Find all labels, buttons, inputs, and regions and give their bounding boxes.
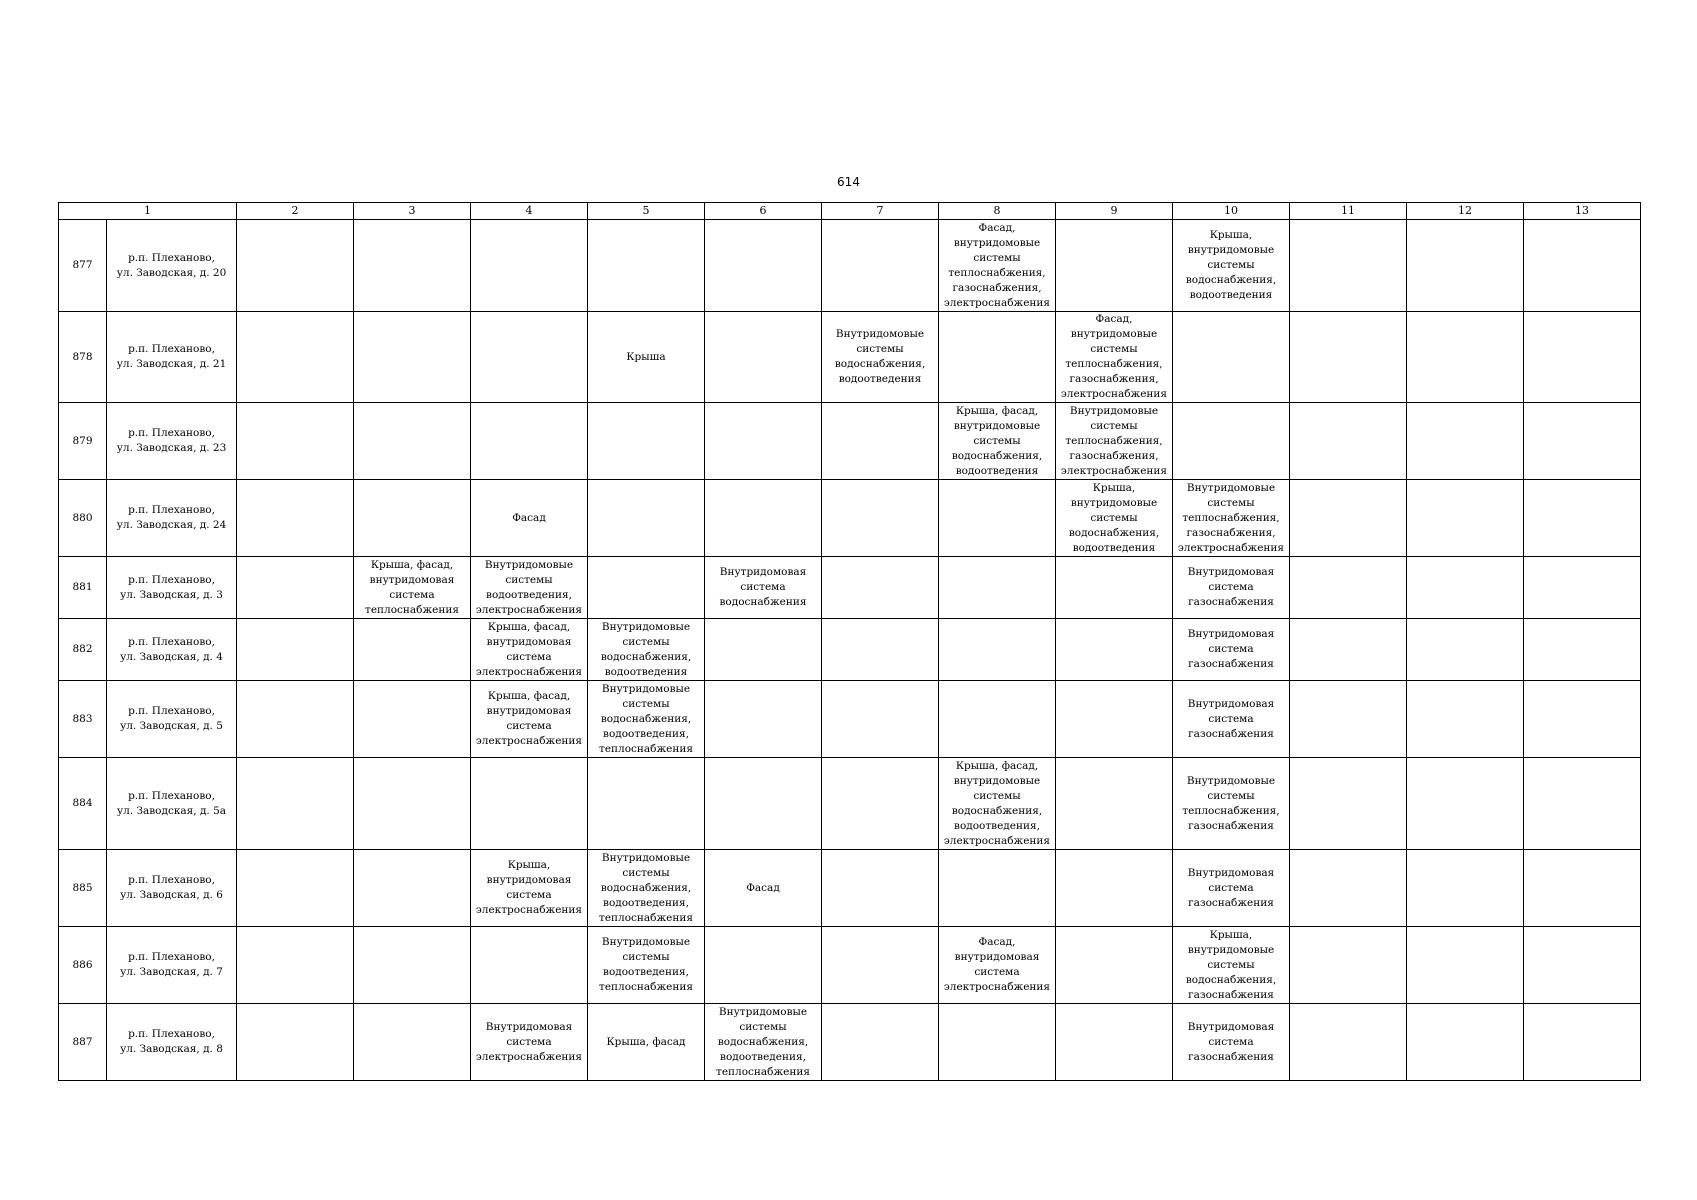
row-number-cell: 883 [59,681,107,758]
address-cell: р.п. Плеханово, ул. Заводская, д. 8 [107,1004,237,1081]
table-row [59,850,1641,927]
page-number: 614 [837,175,860,189]
work-cell-col-3 [354,220,471,312]
work-cell-col-4: Фасад [471,480,588,557]
work-cell-col-13 [1524,758,1641,850]
work-cell-col-9: Крыша, внутридомовые системы водоснабжения, водоотведения [1056,480,1173,557]
work-cell-col-8 [939,312,1056,403]
table-row [59,312,1641,403]
work-cell-col-6 [705,758,822,850]
work-cell-col-4 [471,220,588,312]
work-cell-col-3 [354,403,471,480]
work-cell-col-3 [354,681,471,758]
work-cell-col-12 [1407,927,1524,1004]
work-cell-col-2 [237,557,354,619]
work-cell-col-7 [822,850,939,927]
work-cell-col-11 [1290,927,1407,1004]
address-cell: р.п. Плеханово, ул. Заводская, д. 23 [107,403,237,480]
work-cell-col-12 [1407,312,1524,403]
column-header: 13 [1524,203,1641,220]
work-cell-col-4: Внутридомовая система электроснабжения [471,1004,588,1081]
work-cell-col-9: Внутридомовые системы теплоснабжения, газоснабжения, электроснабжения [1056,403,1173,480]
work-cell-col-6 [705,619,822,681]
work-cell-col-9 [1056,557,1173,619]
column-header: 10 [1173,203,1290,220]
work-cell-col-11 [1290,850,1407,927]
work-cell-col-2 [237,220,354,312]
work-cell-col-8: Крыша, фасад, внутридомовые системы водоснабжения, водоотведения, электроснабжения [939,758,1056,850]
table-body [59,220,1641,1081]
work-cell-col-13 [1524,312,1641,403]
row-number-cell: 877 [59,220,107,312]
table-row [59,619,1641,681]
work-cell-col-10: Внутридомовая система газоснабжения [1173,850,1290,927]
work-cell-col-7 [822,220,939,312]
column-header: 5 [588,203,705,220]
column-header: 8 [939,203,1056,220]
address-cell: р.п. Плеханово, ул. Заводская, д. 24 [107,480,237,557]
work-cell-col-11 [1290,1004,1407,1081]
work-cell-col-8 [939,557,1056,619]
column-header: 2 [237,203,354,220]
work-cell-col-13 [1524,927,1641,1004]
column-header: 11 [1290,203,1407,220]
repair-schedule-table [58,202,1641,1081]
work-cell-col-5: Крыша, фасад [588,1004,705,1081]
work-cell-col-12 [1407,557,1524,619]
work-cell-col-12 [1407,850,1524,927]
work-cell-col-11 [1290,681,1407,758]
table-header [59,203,1641,220]
work-cell-col-6 [705,220,822,312]
address-cell: р.п. Плеханово, ул. Заводская, д. 3 [107,557,237,619]
work-cell-col-12 [1407,403,1524,480]
work-cell-col-9 [1056,220,1173,312]
work-cell-col-5 [588,220,705,312]
work-cell-col-11 [1290,619,1407,681]
row-number-cell: 885 [59,850,107,927]
work-cell-col-5 [588,403,705,480]
row-number-cell: 881 [59,557,107,619]
work-cell-col-8: Фасад, внутридомовая система электроснабжения [939,927,1056,1004]
work-cell-col-10: Внутридомовые системы теплоснабжения, газоснабжения [1173,758,1290,850]
work-cell-col-12 [1407,220,1524,312]
work-cell-col-10: Внутридомовая система газоснабжения [1173,681,1290,758]
work-cell-col-2 [237,480,354,557]
work-cell-col-5: Внутридомовые системы водоотведения, теплоснабжения [588,927,705,1004]
column-header: 12 [1407,203,1524,220]
work-cell-col-4 [471,927,588,1004]
work-cell-col-10: Внутридомовая система газоснабжения [1173,557,1290,619]
work-cell-col-6: Внутридомовая система водоснабжения [705,557,822,619]
row-number-cell: 882 [59,619,107,681]
work-cell-col-9: Фасад, внутридомовые системы теплоснабжения, газоснабжения, электроснабжения [1056,312,1173,403]
work-cell-col-9 [1056,1004,1173,1081]
work-cell-col-7 [822,557,939,619]
work-cell-col-2 [237,758,354,850]
row-number-cell: 879 [59,403,107,480]
work-cell-col-8 [939,619,1056,681]
work-cell-col-13 [1524,480,1641,557]
work-cell-col-13 [1524,1004,1641,1081]
row-number-cell: 884 [59,758,107,850]
work-cell-col-8 [939,681,1056,758]
work-cell-col-4: Крыша, внутридомовая система электроснабжения [471,850,588,927]
table-row [59,557,1641,619]
work-cell-col-2 [237,403,354,480]
work-cell-col-7 [822,403,939,480]
work-cell-col-9 [1056,681,1173,758]
work-cell-col-11 [1290,312,1407,403]
work-cell-col-6 [705,403,822,480]
work-cell-col-3 [354,758,471,850]
table-row [59,220,1641,312]
work-cell-col-3 [354,480,471,557]
work-cell-col-6: Внутридомовые системы водоснабжения, водоотведения, теплоснабжения [705,1004,822,1081]
work-cell-col-6 [705,927,822,1004]
work-cell-col-3 [354,1004,471,1081]
column-header: 3 [354,203,471,220]
row-number-cell: 880 [59,480,107,557]
work-cell-col-8: Фасад, внутридомовые системы теплоснабжения, газоснабжения, электроснабжения [939,220,1056,312]
work-cell-col-5 [588,758,705,850]
row-number-cell: 887 [59,1004,107,1081]
work-cell-col-13 [1524,220,1641,312]
work-cell-col-6 [705,480,822,557]
work-cell-col-5: Внутридомовые системы водоснабжения, водоотведения, теплоснабжения [588,681,705,758]
work-cell-col-10 [1173,312,1290,403]
work-cell-col-10: Крыша, внутридомовые системы водоснабжения, газоснабжения [1173,927,1290,1004]
address-cell: р.п. Плеханово, ул. Заводская, д. 5а [107,758,237,850]
column-header: 7 [822,203,939,220]
work-cell-col-13 [1524,403,1641,480]
work-cell-col-7 [822,1004,939,1081]
work-cell-col-4: Крыша, фасад, внутридомовая система электроснабжения [471,619,588,681]
work-cell-col-12 [1407,681,1524,758]
work-cell-col-6 [705,312,822,403]
work-cell-col-7: Внутридомовые системы водоснабжения, водоотведения [822,312,939,403]
work-cell-col-4 [471,312,588,403]
work-cell-col-13 [1524,619,1641,681]
address-cell: р.п. Плеханово, ул. Заводская, д. 20 [107,220,237,312]
work-cell-col-8: Крыша, фасад, внутридомовые системы водоснабжения, водоотведения [939,403,1056,480]
work-cell-col-9 [1056,850,1173,927]
work-cell-col-2 [237,927,354,1004]
work-cell-col-7 [822,681,939,758]
table-row [59,480,1641,557]
work-cell-col-10: Внутридомовые системы теплоснабжения, газоснабжения, электроснабжения [1173,480,1290,557]
work-cell-col-8 [939,850,1056,927]
work-cell-col-3 [354,927,471,1004]
work-cell-col-3: Крыша, фасад, внутридомовая система теплоснабжения [354,557,471,619]
column-header: 1 [59,203,237,220]
work-cell-col-5: Крыша [588,312,705,403]
work-cell-col-11 [1290,480,1407,557]
column-number-row [59,203,1641,220]
work-cell-col-9 [1056,758,1173,850]
work-cell-col-10 [1173,403,1290,480]
work-cell-col-6 [705,681,822,758]
row-number-cell: 886 [59,927,107,1004]
work-cell-col-7 [822,758,939,850]
table-row [59,403,1641,480]
work-cell-col-4 [471,758,588,850]
column-header: 4 [471,203,588,220]
work-cell-col-6: Фасад [705,850,822,927]
work-cell-col-3 [354,312,471,403]
row-number-cell: 878 [59,312,107,403]
address-cell: р.п. Плеханово, ул. Заводская, д. 4 [107,619,237,681]
work-cell-col-5: Внутридомовые системы водоснабжения, водоотведения [588,619,705,681]
work-cell-col-5: Внутридомовые системы водоснабжения, водоотведения, теплоснабжения [588,850,705,927]
work-cell-col-4: Крыша, фасад, внутридомовая система электроснабжения [471,681,588,758]
work-cell-col-5 [588,480,705,557]
work-cell-col-12 [1407,619,1524,681]
work-cell-col-11 [1290,403,1407,480]
column-header: 6 [705,203,822,220]
work-cell-col-9 [1056,927,1173,1004]
work-cell-col-11 [1290,557,1407,619]
work-cell-col-4 [471,403,588,480]
table-row [59,758,1641,850]
table-row [59,1004,1641,1081]
work-cell-col-12 [1407,1004,1524,1081]
work-cell-col-8 [939,480,1056,557]
work-cell-col-11 [1290,758,1407,850]
address-cell: р.п. Плеханово, ул. Заводская, д. 21 [107,312,237,403]
address-cell: р.п. Плеханово, ул. Заводская, д. 6 [107,850,237,927]
work-cell-col-13 [1524,850,1641,927]
address-cell: р.п. Плеханово, ул. Заводская, д. 5 [107,681,237,758]
work-cell-col-7 [822,927,939,1004]
column-header: 9 [1056,203,1173,220]
work-cell-col-11 [1290,220,1407,312]
work-cell-col-13 [1524,681,1641,758]
work-cell-col-2 [237,850,354,927]
work-cell-col-4: Внутридомовые системы водоотведения, электроснабжения [471,557,588,619]
work-cell-col-5 [588,557,705,619]
work-cell-col-7 [822,480,939,557]
table-row [59,927,1641,1004]
work-cell-col-8 [939,1004,1056,1081]
work-cell-col-7 [822,619,939,681]
work-cell-col-2 [237,312,354,403]
work-cell-col-13 [1524,557,1641,619]
work-cell-col-2 [237,1004,354,1081]
address-cell: р.п. Плеханово, ул. Заводская, д. 7 [107,927,237,1004]
work-cell-col-12 [1407,758,1524,850]
work-cell-col-10: Внутридомовая система газоснабжения [1173,619,1290,681]
work-cell-col-10: Внутридомовая система газоснабжения [1173,1004,1290,1081]
work-cell-col-2 [237,681,354,758]
work-cell-col-3 [354,619,471,681]
work-cell-col-12 [1407,480,1524,557]
work-cell-col-3 [354,850,471,927]
table-row [59,681,1641,758]
work-cell-col-10: Крыша, внутридомовые системы водоснабжения, водоотведения [1173,220,1290,312]
work-cell-col-2 [237,619,354,681]
work-cell-col-9 [1056,619,1173,681]
